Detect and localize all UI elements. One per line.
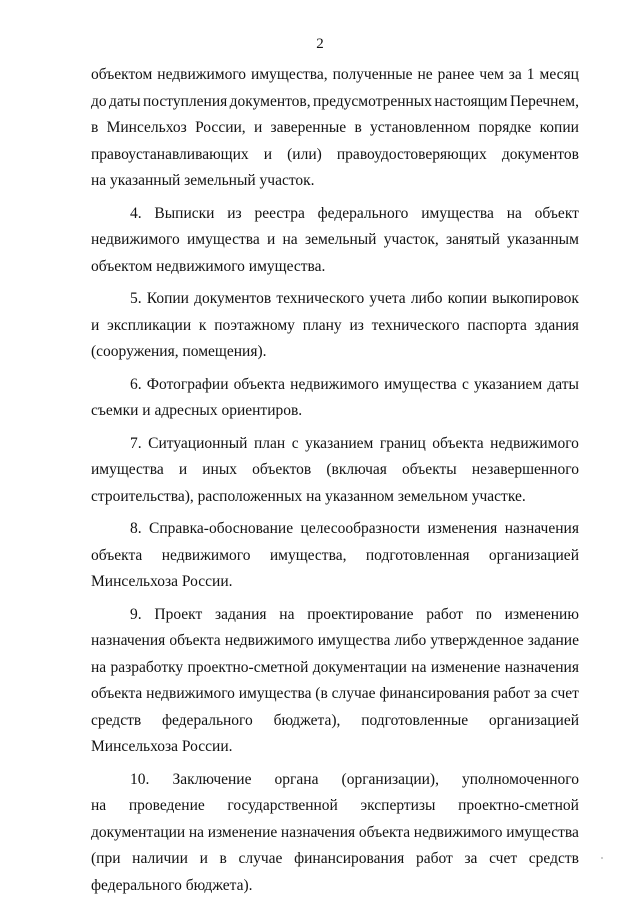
- text-line: и экспликации к поэтажному плану из технического паспорта здания: [91, 316, 579, 334]
- text-line: 5. Копии документов технического учета либо копии выкопировок: [130, 290, 579, 307]
- text-line: 10. Заключение органа (организации), уполномоченного: [130, 770, 579, 788]
- text-line: объектом недвижимого имущества, полученные не ранее чем за 1 месяц: [91, 66, 579, 83]
- numbered-item: [91, 767, 579, 900]
- text-line: в Минсельхоз России, и заверенные в установленном порядке копии: [91, 119, 579, 136]
- text-line: (при наличии и в случае финансирования работ за счет средств: [91, 850, 579, 867]
- numbered-item: [91, 431, 579, 511]
- text-line: 7. Ситуационный план с указанием границ объекта недвижимого: [130, 434, 579, 452]
- document-body: [91, 62, 579, 905]
- scan-speck: [601, 857, 603, 859]
- numbered-item: [91, 286, 579, 366]
- paragraph-continuation: [91, 62, 579, 195]
- text-line: на разработку проектно-сметной документации на изменение назначения: [91, 658, 579, 676]
- text-line: на проведение государственной экспертизы проектно-сметной: [91, 797, 579, 814]
- text-line: (сооружения, помещения).: [91, 343, 267, 360]
- text-line: назначения объекта недвижимого имущества либо утвержденное задание: [91, 632, 579, 649]
- text-line: до даты поступления документов, предусмотренных настоящим Перечнем,: [91, 92, 579, 110]
- text-line: имущества и иных объектов (включая объекты незавершенного: [91, 461, 579, 478]
- text-line: недвижимого имущества и на земельный участок, занятый указанным: [91, 231, 579, 248]
- numbered-items-list: [91, 201, 579, 900]
- text-line: объектом недвижимого имущества.: [91, 257, 326, 275]
- text-line: средств федерального бюджета), подготовленные организацией: [91, 711, 579, 729]
- page-number: 2: [316, 36, 324, 52]
- text-line: строительства), расположенных на указанном земельном участке.: [91, 487, 526, 505]
- numbered-item: [91, 372, 579, 425]
- text-line: 6. Фотографии объекта недвижимого имущества с указанием даты: [130, 375, 579, 393]
- text-line: 4. Выписки из реестра федерального имущества на объект: [130, 204, 579, 222]
- numbered-item: [91, 602, 579, 761]
- text-line: федерального бюджета).: [91, 876, 253, 894]
- numbered-item: [91, 201, 579, 281]
- numbered-item: [91, 516, 579, 596]
- text-line: правоустанавливающих и (или) правоудостоверяющих документов: [91, 145, 579, 163]
- text-line: документации на изменение назначения объекта недвижимого имущества: [91, 823, 579, 841]
- text-line: съемки и адресных ориентиров.: [91, 402, 303, 419]
- text-line: 8. Справка-обоснование целесообразности изменения назначения: [130, 520, 579, 537]
- text-line: Минсельхоза России.: [91, 573, 233, 590]
- text-line: 9. Проект задания на проектирование работ по изменению: [130, 605, 579, 623]
- text-line: объекта недвижимого имущества (в случае финансирования работ за счет: [91, 685, 579, 702]
- text-line: Минсельхоза России.: [91, 738, 233, 755]
- text-line: объекта недвижимого имущества, подготовленная организацией: [91, 546, 579, 564]
- text-line: на указанный земельный участок.: [91, 172, 315, 189]
